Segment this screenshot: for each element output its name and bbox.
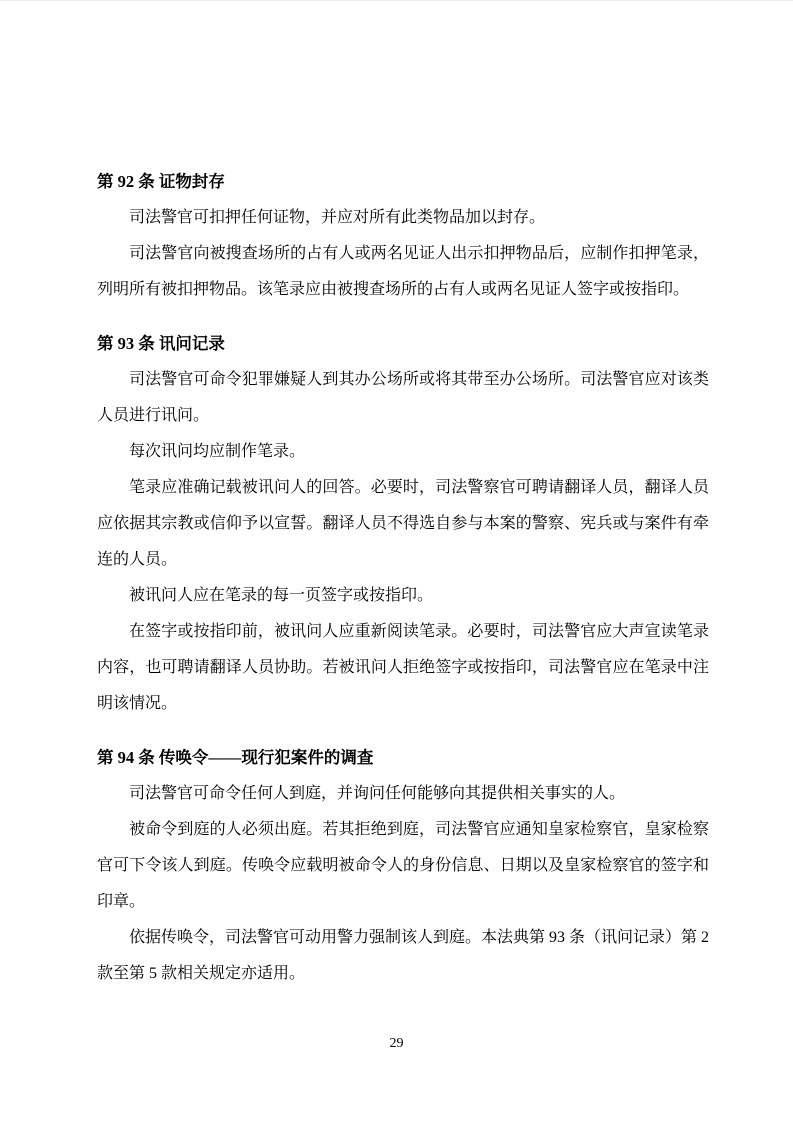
article-93-paragraph-1: 司法警官可命令犯罪嫌疑人到其办公场所或将其带至办公场所。司法警官应对该类人员进行讯问。 <box>97 371 709 424</box>
article-93-section <box>97 326 709 722</box>
article-94-heading: 第 94 条 传唤令——现行犯案件的调查 <box>97 748 374 767</box>
article-94-paragraph-3: 依据传唤令，司法警官可动用警力强制该人到庭。本法典第 93 条（讯问记录）第 2 款至第 5 款相关规定亦适用。 <box>97 929 710 982</box>
article-92-section <box>97 164 709 308</box>
article-92-paragraph-2: 司法警官向被搜查场所的占有人或两名见证人出示扣押物品后，应制作扣押笔录，列明所有被扣押物品。该笔录应由被搜查场所的占有人或两名见证人签字或按指印。 <box>97 245 709 298</box>
document-body <box>97 164 709 992</box>
article-94-paragraph-1: 司法警官可命令任何人到庭，并询问任何能够向其提供相关事实的人。 <box>129 785 626 802</box>
article-93-paragraph-3: 笔录应准确记载被讯问人的回答。必要时，司法警察官可聘请翻译人员，翻译人员应依据其宗教或信仰予以宣誓。翻译人员不得选自参与本案的警察、宪兵或与案件有牵连的人员。 <box>97 479 709 568</box>
article-93-paragraph-2: 每次讯问均应制作笔录。 <box>129 443 306 460</box>
article-94-section <box>97 740 709 992</box>
article-92-heading: 第 92 条 证物封存 <box>97 172 225 191</box>
page-number: 29 <box>389 1036 404 1051</box>
article-92-paragraph-1: 司法警官可扣押任何证物，并应对所有此类物品加以封存。 <box>129 209 546 226</box>
article-93-heading: 第 93 条 讯问记录 <box>97 334 225 353</box>
article-93-paragraph-4: 被讯问人应在笔录的每一页签字或按指印。 <box>129 587 434 604</box>
article-93-paragraph-5: 在签字或按指印前，被讯问人应重新阅读笔录。必要时，司法警官应大声宣读笔录内容，也可聘请翻译人员协助。若被讯问人拒绝签字或按指印，司法警官应在笔录中注明该情况。 <box>97 623 709 712</box>
article-94-paragraph-2: 被命令到庭的人必须出庭。若其拒绝到庭，司法警官应通知皇家检察官，皇家检察官可下令该人到庭。传唤令应载明被命令人的身份信息、日期以及皇家检察官的签字和印章。 <box>97 821 709 910</box>
page-footer <box>0 1034 793 1052</box>
